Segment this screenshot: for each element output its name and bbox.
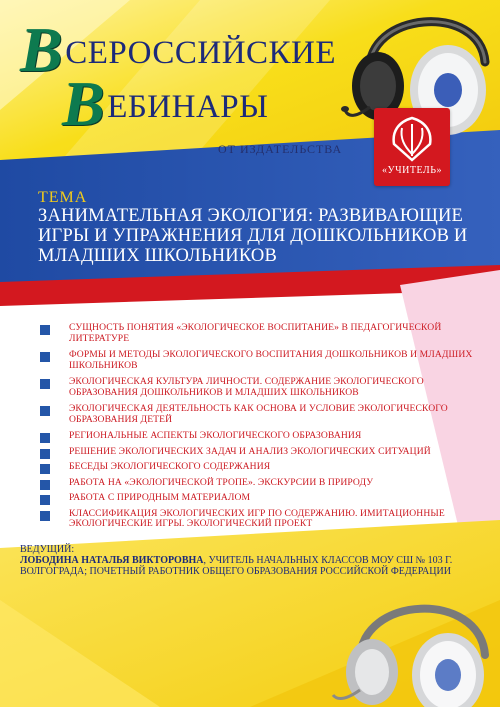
list-item: [40, 493, 480, 504]
topic-text: РАБОТА НА «ЭКОЛОГИЧЕСКОЙ ТРОПЕ». ЭКСКУРСИИ В ПРИРОДУ: [69, 476, 374, 488]
presenter-description: , УЧИТЕЛЬ НАЧАЛЬНЫХ КЛАССОВ МОУ СШ № 103 Г. ВОЛГОГРАДА; ПОЧЕТНЫЙ РАБОТНИК ОБЩЕГО ОБРАЗОВАНИЯ РОССИЙСКОЙ ФЕДЕРАЦИИ: [20, 555, 453, 577]
presenter-info: [20, 555, 472, 577]
square-bullet-icon: [40, 495, 50, 505]
publisher-logo: [374, 108, 450, 186]
square-bullet-icon: [40, 352, 50, 362]
title-line-2: [62, 68, 269, 139]
list-item: [40, 509, 480, 530]
topic-text: РЕШЕНИЕ ЭКОЛОГИЧЕСКИХ ЗАДАЧ И АНАЛИЗ ЭКОЛОГИЧЕСКИХ СИТУАЦИЙ: [69, 445, 431, 457]
presenter-label: ВЕДУЩИЙ:: [20, 544, 75, 555]
square-bullet-icon: [40, 511, 50, 521]
list-item: [40, 462, 480, 473]
topics-list: [40, 323, 480, 530]
list-item: [40, 431, 480, 442]
theme-title: ЗАНИМАТЕЛЬНАЯ ЭКОЛОГИЯ: РАЗВИВАЮЩИЕ ИГРЫ И УПРАЖНЕНИЯ ДЛЯ ДОШКОЛЬНИКОВ И МЛАДШИХ ШКОЛЬНИКОВ: [38, 206, 468, 266]
book-emblem-icon: [390, 114, 434, 162]
logo-text: «УЧИТЕЛЬ»: [382, 165, 442, 176]
topic-text: СУЩНОСТЬ ПОНЯТИЯ «ЭКОЛОГИЧЕСКОЕ ВОСПИТАНИЕ» В ПЕДАГОГИЧЕСКОЙ ЛИТЕРАТУРЕ: [69, 322, 442, 344]
topic-text: БЕСЕДЫ ЭКОЛОГИЧЕСКОГО СОДЕРЖАНИЯ: [69, 461, 271, 472]
theme-label: ТЕМА: [38, 189, 88, 206]
headset-icon: [330, 580, 500, 707]
square-bullet-icon: [40, 379, 50, 389]
list-item: [40, 404, 480, 425]
square-bullet-icon: [40, 449, 50, 459]
title-initial: В: [20, 14, 64, 85]
square-bullet-icon: [40, 325, 50, 335]
topic-text: ЭКОЛОГИЧЕСКАЯ ДЕЯТЕЛЬНОСТЬ КАК ОСНОВА И УСЛОВИЕ ЭКОЛОГИЧЕСКОГО ОБРАЗОВАНИЯ ДЕТЕЙ: [69, 403, 448, 425]
publisher-caption: ОТ ИЗДАТЕЛЬСТВА: [218, 142, 343, 156]
presenter-name: ЛОБОДИНА НАТАЛЬЯ ВИКТОРОВНА: [20, 555, 204, 566]
list-item: [40, 377, 480, 398]
list-item: [40, 323, 480, 344]
square-bullet-icon: [40, 433, 50, 443]
list-item: [40, 447, 480, 458]
square-bullet-icon: [40, 480, 50, 490]
square-bullet-icon: [40, 464, 50, 474]
title-initial: В: [62, 68, 106, 139]
square-bullet-icon: [40, 406, 50, 416]
list-item: [40, 350, 480, 371]
topic-text: РАБОТА С ПРИРОДНЫМ МАТЕРИАЛОМ: [69, 492, 251, 503]
title-rest: СЕРОССИЙСКИЕ: [65, 35, 337, 71]
list-item: [40, 478, 480, 489]
topic-text: РЕГИОНАЛЬНЫЕ АСПЕКТЫ ЭКОЛОГИЧЕСКОГО ОБРАЗОВАНИЯ: [69, 430, 362, 441]
topic-text: КЛАССИФИКАЦИЯ ЭКОЛОГИЧЕСКИХ ИГР ПО СОДЕРЖАНИЮ. ИМИТАЦИОННЫЕ ЭКОЛОГИЧЕСКИЕ ИГРЫ. ЭКОЛОГИЧЕСКИЙ ПРОЕКТ: [69, 507, 445, 529]
topic-text: ФОРМЫ И МЕТОДЫ ЭКОЛОГИЧЕСКОГО ВОСПИТАНИЯ ДОШКОЛЬНИКОВ И МЛАДШИХ ШКОЛЬНИКОВ: [69, 349, 473, 371]
topic-text: ЭКОЛОГИЧЕСКАЯ КУЛЬТУРА ЛИЧНОСТИ. СОДЕРЖАНИЕ ЭКОЛОГИЧЕСКОГО ОБРАЗОВАНИЯ ДОШКОЛЬНИКОВ И МЛАДШИХ ШКОЛЬНИКОВ: [69, 376, 424, 398]
title-rest: ЕБИНАРЫ: [107, 89, 269, 125]
